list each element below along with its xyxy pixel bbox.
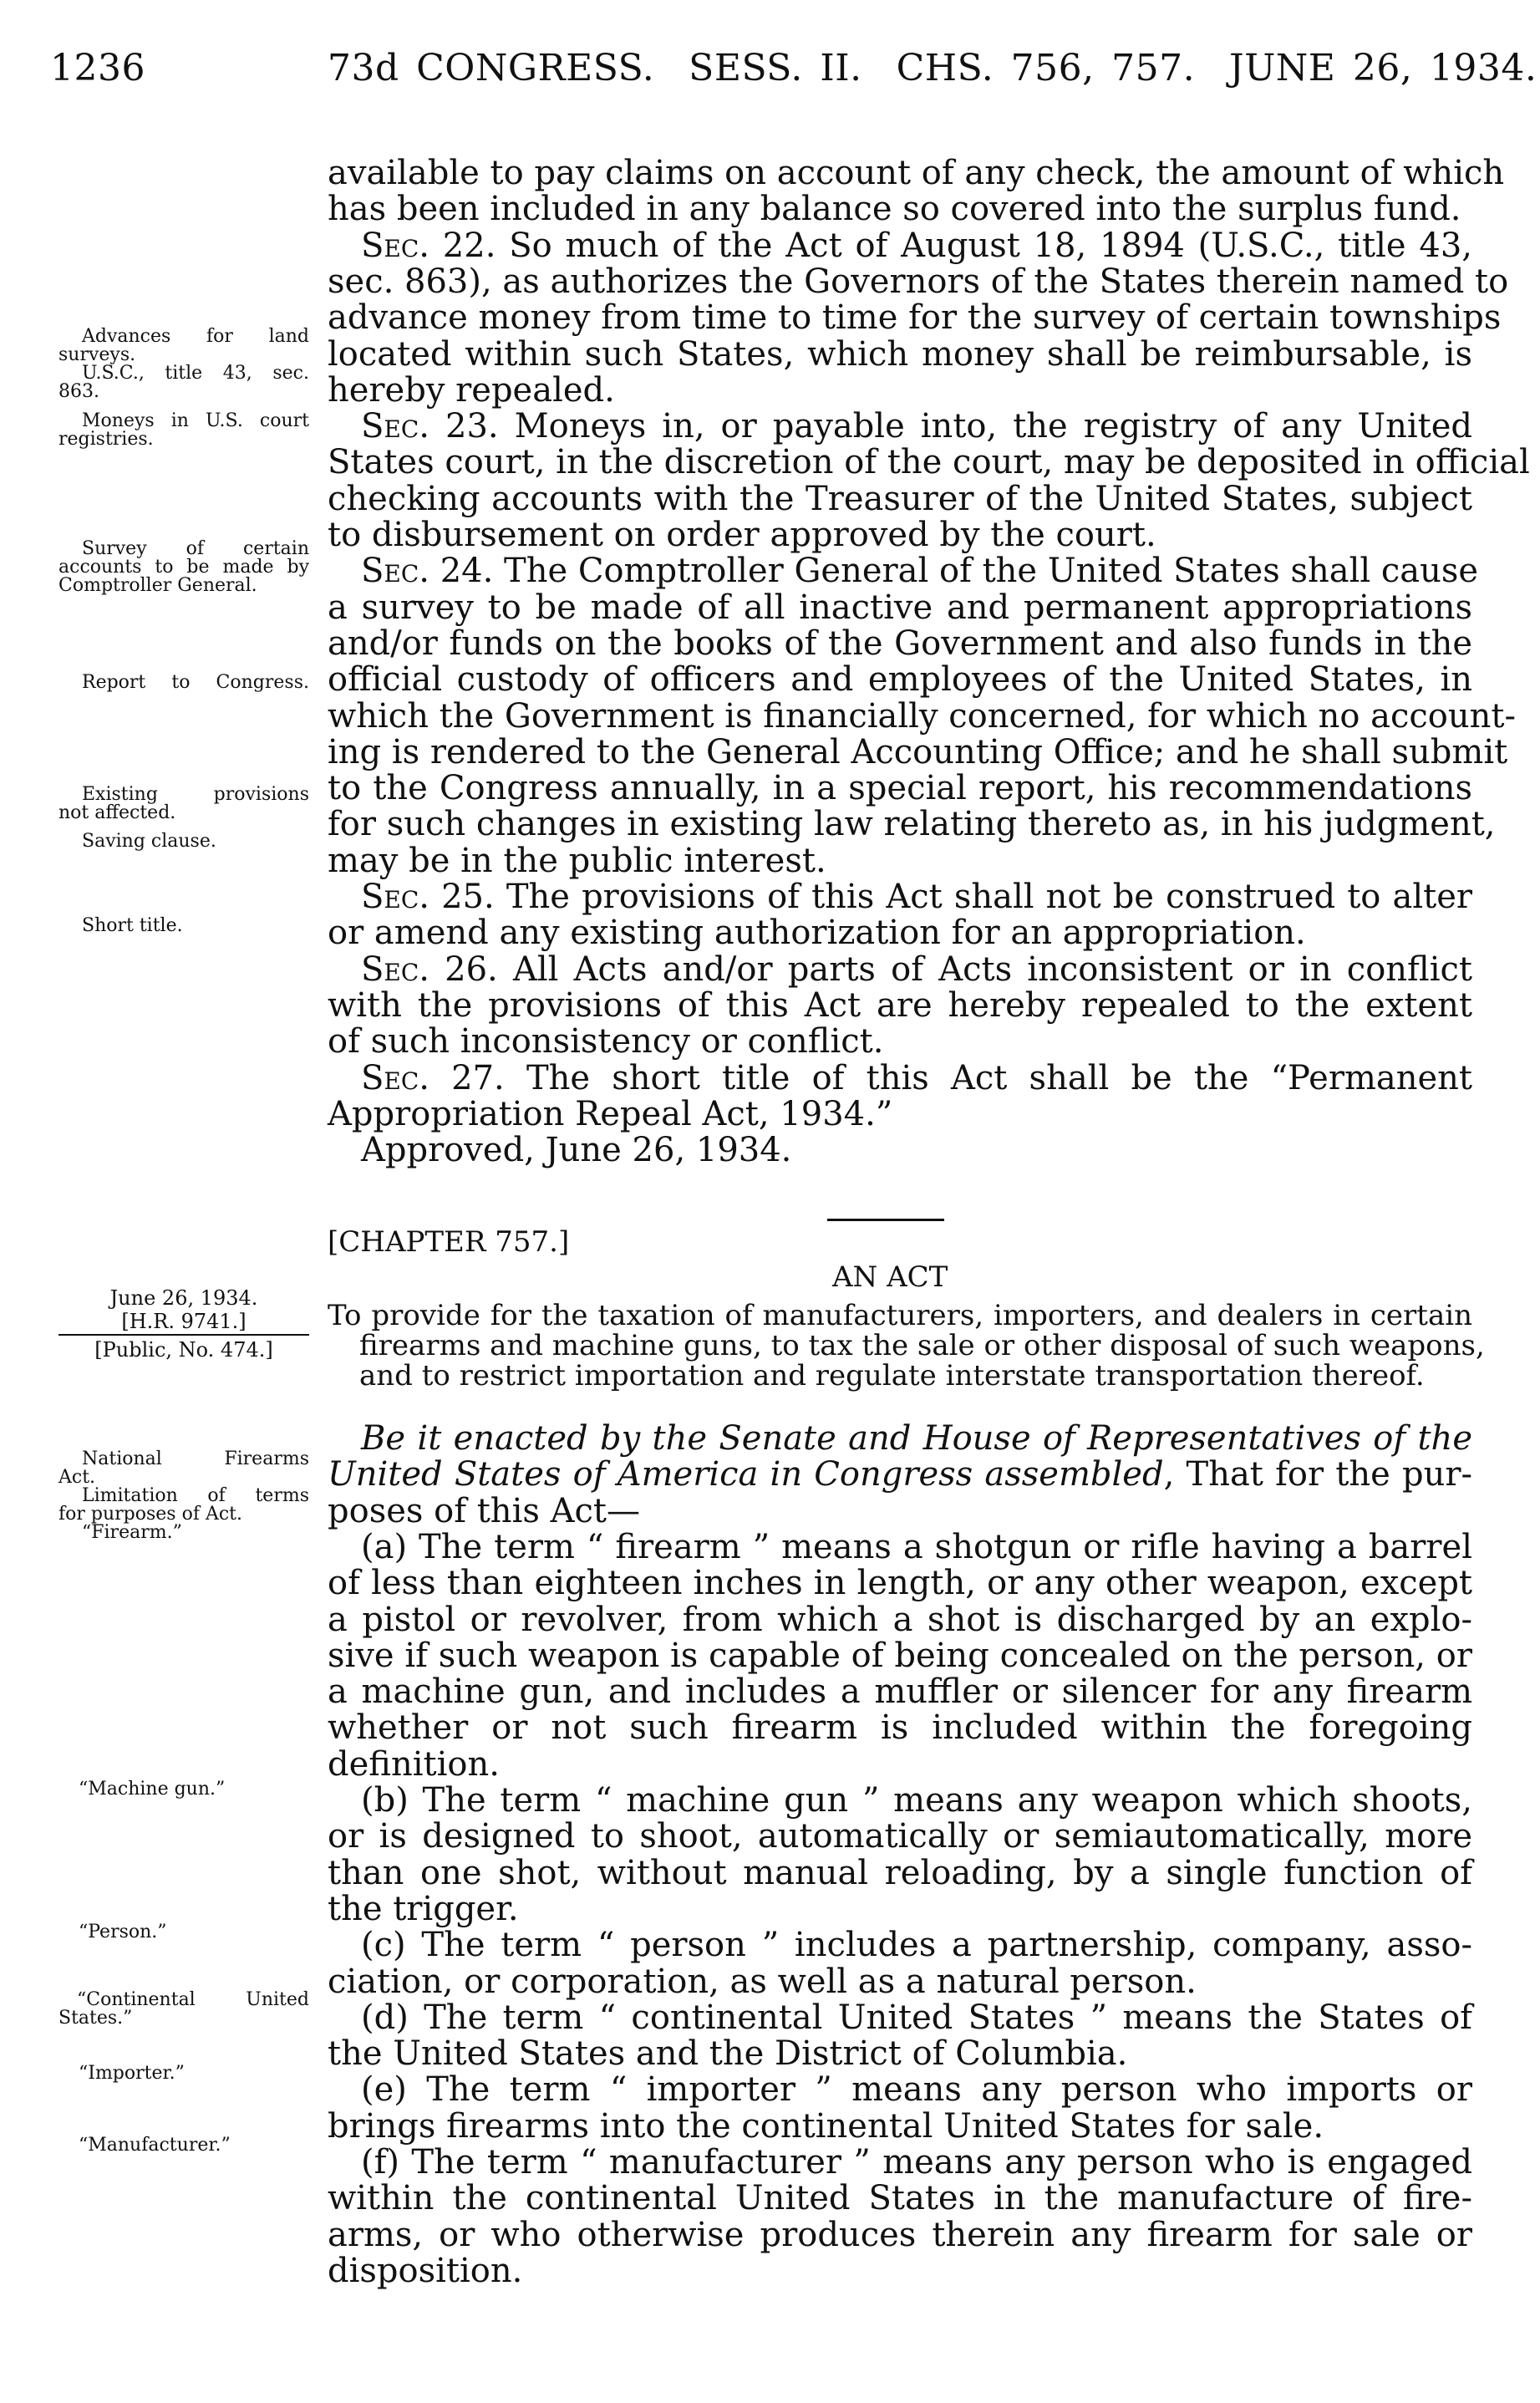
line-text: a pistol or revolver, from which a shot is discharged by an explo- (328, 1600, 1472, 1639)
line-text: hereby repealed. (328, 370, 615, 410)
body-text-line (361, 1133, 1472, 1168)
line-text: arms, or who otherwise produces therein any firearm for sale or (328, 2215, 1472, 2254)
margin-note-national-firearms-act (58, 1450, 309, 1487)
margin-note-line: surveys. (58, 344, 136, 365)
margin-note-line: accounts to be made by Comptroller General. (58, 557, 309, 596)
section-number: Sec. 24. (361, 552, 494, 591)
act-caption-line: To provide for the taxation of manufacturers, importers, and dealers in certain (328, 1299, 1472, 1332)
body-text-line (328, 771, 1472, 807)
body-text-line (328, 732, 1508, 771)
sidehead-public-law: [Public, No. 474.] (94, 1338, 273, 1362)
margin-note-line: National Firearms (82, 1448, 309, 1469)
body-text-line (328, 1964, 1472, 2000)
body-text-line (328, 2106, 1472, 2146)
margin-note-line: U.S.C., title 43, sec. (82, 363, 309, 384)
line-text: The provisions of this Act shall not be construed to alter (506, 878, 1473, 916)
body-text-line (361, 1058, 1473, 1097)
body-text-line (328, 1566, 1472, 1601)
body-text-line (328, 481, 1472, 517)
line-text: available to pay claims on account of any check, the amount of which (328, 154, 1505, 192)
line-text: (b) The term “ machine gun ” means any weapon which shoots, (361, 1781, 1472, 1820)
line-text: (f) The term “ manufacturer ” means any person who is engaged (361, 2143, 1472, 2182)
line-text: (d) The term “ continental United States ” means the States of (361, 1998, 1472, 2037)
line-text: or is designed to shoot, automatically or semiautomatically, more (328, 1817, 1472, 1856)
line-text: which the Government is financially concerned, for which no account- (328, 696, 1516, 736)
margin-note-line: “Firearm.” (82, 1522, 182, 1543)
margin-note-line: Existing provisions (82, 784, 309, 805)
line-text: poses of this Act— (328, 1491, 640, 1530)
line-text: (e) The term “ importer ” means any person who imports or (361, 2070, 1472, 2110)
margin-note-usc-citation (58, 364, 309, 401)
margin-note-line: Report to Congress. (82, 672, 309, 693)
body-text-line (328, 334, 1472, 374)
body-text-line (328, 298, 1502, 338)
line-text: definition. (328, 1744, 500, 1784)
body-text-line (328, 1674, 1472, 1710)
body-text-line (328, 2253, 1472, 2289)
margin-note-line: “Importer.” (79, 2063, 185, 2084)
body-text-line (361, 1421, 1472, 1457)
body-text-line (328, 2217, 1472, 2253)
line-text: The Comptroller General of the United States shall cause (504, 552, 1479, 591)
line-text: (c) The term “ person ” includes a partnership, company, asso- (361, 1926, 1472, 1965)
margin-note-line: for purposes of Act. (58, 1504, 243, 1525)
body-text-line (328, 843, 1472, 879)
margin-note-importer (58, 2064, 309, 2083)
sidehead-rule (58, 1334, 309, 1336)
margin-note-moneys-court-registries (58, 412, 309, 449)
line-text: Moneys in, or payable into, the registry of any United (514, 407, 1473, 446)
margin-note-line: registries. (58, 429, 154, 450)
line-text: ing is rendered to the General Accounting Office; and he shall submit (328, 732, 1508, 771)
body-text-line (328, 1744, 1472, 1784)
body-text-line (361, 1527, 1472, 1566)
margin-note-manufacturer (58, 2136, 309, 2155)
margin-note-line: Limitation of terms (82, 1485, 309, 1506)
section-divider-rule (827, 1219, 944, 1221)
page-number: 1236 (50, 47, 145, 89)
line-text: or amend any existing authorization for an appropriation. (328, 914, 1306, 953)
sidehead-bill-number: [H.R. 9741.] (121, 1310, 247, 1333)
body-text-line (328, 443, 1530, 482)
line-text: a survey to be made of all inactive and permanent appropriations (328, 588, 1472, 627)
body-text-line (328, 517, 1472, 553)
margin-note-survey-accounts (58, 540, 309, 595)
line-text: with the provisions of this Act are hereby repealed to the extent (328, 985, 1472, 1025)
line-text: a machine gun, and includes a muffler or silencer for any firearm (328, 1672, 1472, 1712)
body-text-line (328, 2181, 1472, 2217)
line-text: of less than eighteen inches in length, or any other weapon, except (328, 1564, 1472, 1603)
line-text: to the Congress annually, in a special report, his recommendations (328, 769, 1472, 808)
enacting-clause-italic: United States of America in Congress assembled (328, 1455, 1164, 1494)
line-text: (a) The term “ firearm ” means a shotgun or rifle having a barrel (361, 1527, 1472, 1566)
line-text: the United States and the District of Columbia. (328, 2034, 1128, 2074)
chapter-label: [CHAPTER 757.] (328, 1225, 570, 1259)
body-text-line (328, 1710, 1472, 1746)
margin-note-line: “Person.” (79, 1922, 167, 1942)
line-text: All Acts and/or parts of Acts inconsistent or in conflict (512, 949, 1473, 989)
line-text: , That for the pur- (1163, 1455, 1472, 1494)
margin-note-advances-land-surveys (58, 328, 309, 364)
line-text: official custody of officers and employees of the United States, in (328, 660, 1472, 700)
margin-note-saving-clause (58, 832, 309, 851)
body-text-line (361, 949, 1473, 989)
body-text-line (361, 228, 1472, 264)
body-text-line (328, 1602, 1472, 1638)
line-text: ciation, or corporation, as well as a natural person. (328, 1962, 1197, 2001)
line-text: sive if such weapon is capable of being concealed on the person, or (328, 1636, 1472, 1675)
sidehead-date: June 26, 1934. (109, 1286, 258, 1310)
section-number: Sec. 25. (361, 878, 495, 916)
body-text-line (361, 2145, 1472, 2181)
margin-note-short-title (58, 917, 309, 935)
line-text: States court, in the discretion of the court, may be deposited in official (328, 443, 1530, 482)
body-text-line (328, 1094, 1472, 1133)
body-text-line (328, 662, 1472, 698)
body-text-line (328, 805, 1496, 844)
margin-note-line: not affected. (58, 802, 176, 823)
margin-note-person (58, 1923, 309, 1942)
body-text-line (328, 1638, 1472, 1674)
body-text-line (328, 191, 1472, 227)
line-text: may be in the public interest. (328, 841, 826, 880)
margin-note-report-congress (58, 674, 309, 692)
body-text-line (328, 1853, 1472, 1892)
margin-note-line: States.” (58, 2008, 133, 2029)
section-number: Sec. 27. (361, 1058, 505, 1097)
margin-note-existing-provisions (58, 786, 309, 822)
line-text: sec. 863), as authorizes the Governors of the States therein named to (328, 262, 1509, 301)
section-number: Sec. 26. (361, 949, 498, 989)
line-text: Approved, June 26, 1934. (361, 1131, 792, 1170)
body-text-line (328, 1024, 1472, 1060)
margin-note-line: Saving clause. (82, 831, 216, 852)
body-text-line (328, 590, 1472, 626)
line-text: of such inconsistency or conflict. (328, 1022, 884, 1061)
line-text: checking accounts with the Treasurer of the United States, subject (328, 479, 1472, 518)
line-text: So much of the Act of August 18, 1894 (U.S.C., title 43, (509, 226, 1472, 265)
body-text-line (361, 1927, 1472, 1963)
body-text-line (328, 626, 1472, 662)
body-text-line (361, 409, 1472, 445)
body-text-line (328, 1457, 1472, 1493)
body-text-line (328, 1891, 1472, 1927)
section-number: Sec. 22. (361, 226, 496, 265)
margin-note-line: Act. (58, 1467, 96, 1488)
margin-note-line: 863. (58, 381, 99, 402)
line-text: within the continental United States in the manufacture of fire- (328, 2179, 1472, 2218)
running-title: 73d CONGRESS. SESS. II. CHS. 756, 757. JUNE 26, 1934. (328, 47, 1537, 89)
line-text: than one shot, without manual reloading, by a single function of (328, 1853, 1472, 1892)
body-text-line (328, 370, 1472, 410)
body-text-line (328, 696, 1516, 736)
margin-note-line: “Machine gun.” (79, 1779, 226, 1800)
line-text: Appropriation Repeal Act, 1934.” (328, 1094, 893, 1133)
margin-note-line: Short title. (82, 915, 183, 936)
body-text-line (361, 2072, 1472, 2108)
line-text: has been included in any balance so covered into the surplus fund. (328, 190, 1461, 229)
body-text-line (328, 1491, 1472, 1530)
line-text: and/or funds on the books of the Government and also funds in the (328, 624, 1472, 663)
act-heading: AN ACT (832, 1260, 948, 1294)
act-caption-line: and to restrict importation and regulate interstate transportation thereof. (359, 1359, 1425, 1392)
body-text-line (361, 879, 1472, 915)
margin-note-continental-us (58, 1991, 309, 2028)
margin-note-line: “Manufacturer.” (79, 2135, 231, 2156)
body-text-line (361, 1783, 1472, 1819)
line-text: brings firearms into the continental United States for sale. (328, 2106, 1324, 2146)
line-text: advance money from time to time for the survey of certain townships (328, 298, 1502, 338)
body-text-line (328, 1819, 1472, 1855)
margin-note-firearm (58, 1524, 309, 1542)
line-text: the trigger. (328, 1889, 519, 1928)
body-text-line (328, 262, 1509, 301)
line-text: The short title of this Act shall be the “Permanent (526, 1058, 1473, 1097)
body-text-line (328, 985, 1472, 1025)
line-text: to disbursement on order approved by the court. (328, 516, 1156, 554)
line-text: Be it enacted by the Senate and House of Representatives of the (361, 1419, 1472, 1458)
body-text-line (328, 915, 1472, 951)
section-number: Sec. 23. (361, 407, 499, 446)
line-text: for such changes in existing law relating thereto as, in his judgment, (328, 805, 1496, 844)
body-text-line (361, 552, 1479, 591)
line-text: located within such States, which money shall be reimbursable, is (328, 334, 1472, 374)
margin-note-limitation-terms (58, 1487, 309, 1524)
body-text-line (328, 2036, 1472, 2072)
body-text-line (328, 154, 1505, 192)
margin-note-line: Advances for land (82, 326, 309, 347)
margin-note-machine-gun (58, 1780, 309, 1799)
margin-note-line: “Continental United (77, 1989, 309, 2010)
act-caption-line: firearms and machine guns, to tax the sale or other disposal of such weapons, (359, 1329, 1485, 1362)
margin-note-line: Survey of certain (82, 538, 309, 559)
line-text: whether or not such firearm is included within the foregoing (328, 1708, 1472, 1748)
margin-note-line: Moneys in U.S. court (82, 410, 309, 431)
line-text: disposition. (328, 2251, 523, 2290)
body-text-line (361, 2000, 1472, 2036)
